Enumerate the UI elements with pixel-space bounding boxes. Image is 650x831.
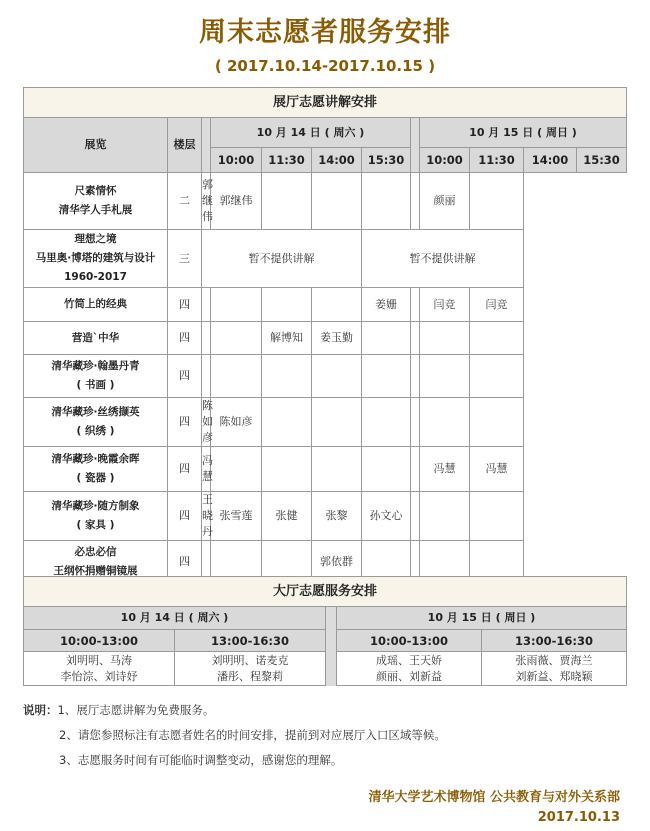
hall-schedule-table	[23, 576, 627, 686]
volunteer-slot: 陈如彦	[202, 398, 211, 447]
volunteer-slot	[411, 355, 420, 398]
exhibit-name: 理想之境 马里奥·博塔的建筑与设计 1960-2017	[24, 230, 168, 288]
note-item: 2、请您参照标注有志愿者姓名的时间安排，提前到对应展厅入口区域等候。	[59, 728, 446, 742]
volunteer-slot: 张雪莲	[211, 492, 262, 541]
volunteer-slot: 张健	[262, 492, 312, 541]
volunteer-slot	[362, 398, 411, 447]
floor: 四	[168, 355, 202, 398]
time-slot-header: 11:30	[262, 148, 312, 173]
volunteer-slot	[312, 398, 362, 447]
hall-header-day2: 10 月 15 日 ( 周日 )	[337, 607, 627, 630]
volunteer-slot	[211, 447, 262, 492]
time-slot-header: 15:30	[577, 148, 627, 173]
volunteer-slot	[362, 322, 411, 355]
volunteer-slot	[411, 447, 420, 492]
volunteer-slot	[420, 492, 470, 541]
volunteer-slot	[202, 322, 211, 355]
issue-date: 2017.10.13	[537, 810, 620, 825]
volunteer-slot	[202, 288, 211, 322]
volunteer-slot: 冯慧	[470, 447, 524, 492]
time-slot-header: 11:30	[470, 148, 524, 173]
volunteer-slot	[362, 447, 411, 492]
volunteer-slot: 冯慧	[420, 447, 470, 492]
volunteer-slot	[262, 288, 312, 322]
volunteer-slot: 姜玉勤	[312, 322, 362, 355]
exhibit-name: 清华藏珍·晚霞余晖 ( 瓷器 )	[24, 447, 168, 492]
floor: 四	[168, 447, 202, 492]
hall-section-title: 大厅志愿服务安排	[24, 577, 627, 607]
table-row	[24, 398, 627, 447]
floor: 四	[168, 541, 202, 584]
signature: 清华大学艺术博物馆 公共教育与对外关系部	[368, 790, 620, 805]
exhibit-name: 尺素情怀 清华学人手札展	[24, 173, 168, 230]
note-item: 3、志愿服务时间有可能临时调整变动，感谢您的理解。	[59, 753, 343, 767]
volunteer-slot	[262, 398, 312, 447]
volunteer-slot: 郭依群	[312, 541, 362, 584]
volunteer-slot	[470, 322, 524, 355]
volunteer-slot	[211, 322, 262, 355]
volunteer-slot: 冯慧	[202, 447, 211, 492]
volunteer-slot: 孙文心	[362, 492, 411, 541]
volunteer-slot	[312, 447, 362, 492]
volunteer-slot: 王晓丹	[202, 492, 211, 541]
exhibit-name: 清华藏珍·翰墨丹青 ( 书画 )	[24, 355, 168, 398]
header-exhibit: 展览	[24, 118, 168, 173]
hall-period: 10:00-13:00	[24, 630, 175, 652]
column-divider	[411, 118, 420, 173]
floor: 二	[168, 173, 202, 230]
hall-header-day1: 10 月 14 日 ( 周六 )	[24, 607, 326, 630]
floor: 四	[168, 288, 202, 322]
header-floor: 楼层	[168, 118, 202, 173]
volunteer-slot	[262, 173, 312, 230]
notes-label: 说明：	[23, 703, 58, 717]
header-day1: 10 月 14 日 ( 周六 )	[211, 118, 411, 148]
hall-period: 13:00-16:30	[482, 630, 627, 652]
volunteer-slot	[470, 355, 524, 398]
table-row	[24, 447, 627, 492]
exhibit-name: 营造`中华	[24, 322, 168, 355]
page-title: 周末志愿者服务安排	[199, 17, 451, 48]
gallery-schedule-table	[23, 87, 627, 584]
time-slot-header: 10:00	[420, 148, 470, 173]
table-row	[24, 173, 627, 230]
volunteer-slot	[420, 355, 470, 398]
hall-period: 13:00-16:30	[175, 630, 326, 652]
exhibit-name: 必忠必信 王纲怀捐赠铜镜展	[24, 541, 168, 584]
volunteer-slot	[470, 398, 524, 447]
column-divider	[326, 607, 337, 686]
floor: 四	[168, 322, 202, 355]
volunteer-slot	[420, 398, 470, 447]
volunteer-slot	[312, 355, 362, 398]
note-item: 1、展厅志愿讲解为免费服务。	[57, 703, 215, 717]
time-slot-header: 15:30	[362, 148, 411, 173]
time-slot-header: 14:00	[524, 148, 577, 173]
table-row	[24, 492, 627, 541]
no-service-note: 暂不提供讲解	[362, 230, 524, 288]
volunteer-slot	[312, 173, 362, 230]
volunteer-slot	[470, 173, 524, 230]
volunteer-slot	[411, 288, 420, 322]
volunteer-slot	[411, 322, 420, 355]
floor: 四	[168, 398, 202, 447]
volunteer-slot: 姜姗	[362, 288, 411, 322]
volunteer-slot: 郭继伟	[202, 173, 211, 230]
hall-volunteers: 刘明明、诺麦克 潘彤、程黎莉	[175, 652, 326, 686]
volunteer-slot: 解博知	[262, 322, 312, 355]
hall-volunteers: 刘明明、马涛 李怡淙、刘诗妤	[24, 652, 175, 686]
no-service-note: 暂不提供讲解	[202, 230, 362, 288]
volunteer-slot: 闫竞	[420, 288, 470, 322]
volunteer-slot	[411, 173, 420, 230]
volunteer-slot	[362, 355, 411, 398]
volunteer-slot	[202, 355, 211, 398]
volunteer-slot: 郭继伟	[211, 173, 262, 230]
header-day2: 10 月 15 日 ( 周日 )	[420, 118, 627, 148]
table-row	[24, 288, 627, 322]
volunteer-slot	[470, 492, 524, 541]
exhibit-name: 竹简上的经典	[24, 288, 168, 322]
volunteer-slot: 颜丽	[420, 173, 470, 230]
hall-period: 10:00-13:00	[337, 630, 482, 652]
gallery-section-title: 展厅志愿讲解安排	[24, 88, 627, 118]
floor: 四	[168, 492, 202, 541]
hall-volunteers: 成瑶、王天娇 颜丽、刘新益	[337, 652, 482, 686]
volunteer-slot	[211, 355, 262, 398]
time-slot-header: 10:00	[211, 148, 262, 173]
exhibit-name: 清华藏珍·丝绣撷英 ( 织绣 )	[24, 398, 168, 447]
column-divider	[202, 118, 211, 173]
volunteer-slot	[411, 492, 420, 541]
volunteer-slot: 张黎	[312, 492, 362, 541]
hall-volunteers: 张雨薇、贾海兰 刘新益、郑晓颖	[482, 652, 627, 686]
volunteer-slot	[262, 355, 312, 398]
exhibit-name: 清华藏珍·随方制象 ( 家具 )	[24, 492, 168, 541]
volunteer-slot	[211, 288, 262, 322]
notes	[23, 702, 446, 777]
volunteer-slot: 陈如彦	[211, 398, 262, 447]
table-row	[24, 322, 627, 355]
floor: 三	[168, 230, 202, 288]
time-slot-header: 14:00	[312, 148, 362, 173]
volunteer-slot	[362, 173, 411, 230]
volunteer-slot	[312, 288, 362, 322]
date-range: ( 2017.10.14-2017.10.15 )	[214, 57, 436, 75]
volunteer-slot: 闫竞	[470, 288, 524, 322]
volunteer-slot	[262, 447, 312, 492]
volunteer-slot	[420, 322, 470, 355]
table-row	[24, 355, 627, 398]
volunteer-slot	[411, 398, 420, 447]
table-row	[24, 230, 627, 288]
